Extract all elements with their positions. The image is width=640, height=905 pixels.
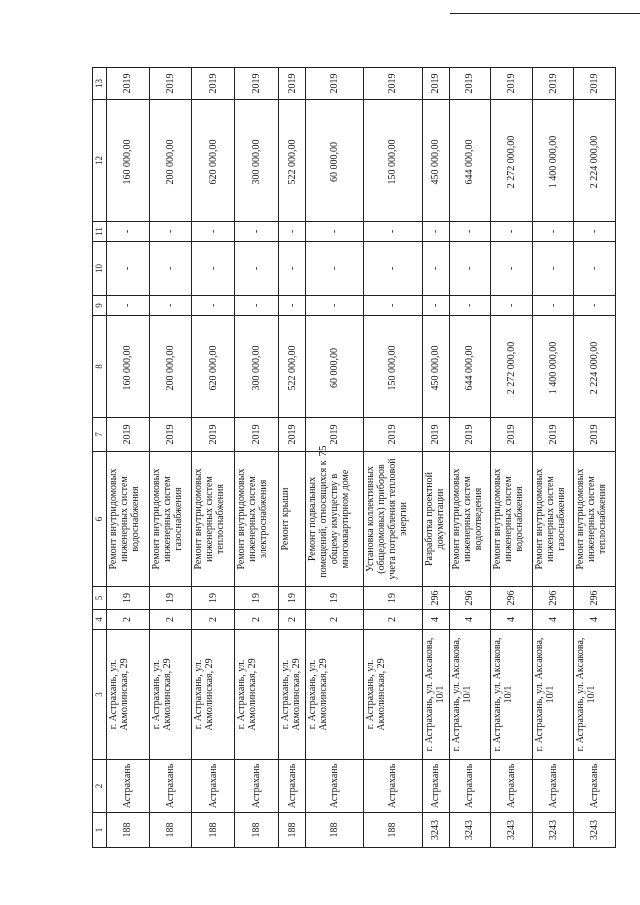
cost-cell: 620 000,00 bbox=[191, 316, 235, 418]
address-cell: г. Астрахань, ул. Акмолинская, 29 bbox=[279, 630, 306, 760]
record-number-cell: 188 bbox=[235, 813, 279, 848]
column-10-cell: - bbox=[306, 242, 364, 296]
address-cell: г. Астрахань, ул. Акмолинская, 29 bbox=[191, 630, 235, 760]
city-cell: Астрахань bbox=[532, 760, 574, 813]
column-4-cell: 4 bbox=[491, 610, 533, 630]
column-10-cell: - bbox=[449, 242, 491, 296]
completion-year-cell: 2019 bbox=[279, 68, 306, 100]
column-number: 3 bbox=[93, 630, 107, 760]
completion-year-cell: 2019 bbox=[532, 68, 574, 100]
completion-year-cell: 2019 bbox=[449, 68, 491, 100]
record-number-cell: 3243 bbox=[491, 813, 533, 848]
total-cost-cell: 300 000,00 bbox=[235, 100, 279, 222]
cost-cell: 2 224 000,00 bbox=[574, 316, 616, 418]
table-row bbox=[449, 68, 491, 848]
completion-year-cell: 2019 bbox=[574, 68, 616, 100]
column-5-cell: 19 bbox=[306, 587, 364, 610]
cost-cell: 200 000,00 bbox=[150, 316, 192, 418]
city-cell: Астрахань bbox=[106, 760, 150, 813]
city-cell: Астрахань bbox=[449, 760, 491, 813]
cost-cell: 160 000,00 bbox=[106, 316, 150, 418]
cost-cell: 450 000,00 bbox=[422, 316, 449, 418]
city-cell: Астрахань bbox=[364, 760, 422, 813]
year-cell: 2019 bbox=[106, 418, 150, 452]
completion-year-cell: 2019 bbox=[306, 68, 364, 100]
table-row bbox=[191, 68, 235, 848]
total-cost-cell: 644 000,00 bbox=[449, 100, 491, 222]
table-row bbox=[422, 68, 449, 848]
table-body bbox=[93, 68, 616, 848]
total-cost-cell: 2 272 000,00 bbox=[491, 100, 533, 222]
column-5-cell: 19 bbox=[106, 587, 150, 610]
address-cell: г. Астрахань, ул. Акмолинская, 29 bbox=[364, 630, 422, 760]
year-cell: 2019 bbox=[150, 418, 192, 452]
column-4-cell: 4 bbox=[532, 610, 574, 630]
total-cost-cell: 2 224 000,00 bbox=[574, 100, 616, 222]
column-number: 8 bbox=[93, 316, 107, 418]
column-4-cell: 2 bbox=[279, 610, 306, 630]
record-number-cell: 3243 bbox=[574, 813, 616, 848]
address-cell: г. Астрахань, ул. Аксакова, 10/1 bbox=[532, 630, 574, 760]
column-number: 10 bbox=[93, 242, 107, 296]
record-number-cell: 188 bbox=[106, 813, 150, 848]
column-10-cell: - bbox=[279, 242, 306, 296]
table-frame bbox=[92, 68, 616, 848]
city-cell: Астрахань bbox=[191, 760, 235, 813]
cost-cell: 1 400 000,00 bbox=[532, 316, 574, 418]
year-cell: 2019 bbox=[532, 418, 574, 452]
column-9-cell: - bbox=[191, 296, 235, 316]
column-4-cell: 2 bbox=[191, 610, 235, 630]
completion-year-cell: 2019 bbox=[191, 68, 235, 100]
record-number-cell: 3243 bbox=[449, 813, 491, 848]
column-10-cell: - bbox=[150, 242, 192, 296]
year-cell: 2019 bbox=[491, 418, 533, 452]
total-cost-cell: 1 400 000,00 bbox=[532, 100, 574, 222]
table-row bbox=[279, 68, 306, 848]
column-11-cell: - bbox=[191, 222, 235, 242]
work-type-cell: Ремонт подвальных помещений, относящихся к общему имуществу в многоквартирном доме bbox=[306, 452, 364, 587]
cost-cell: 644 000,00 bbox=[449, 316, 491, 418]
address-cell: г. Астрахань, ул. Акмолинская, 29 bbox=[150, 630, 192, 760]
address-cell: г. Астрахань, ул. Акмолинская, 29 bbox=[306, 630, 364, 760]
year-cell: 2019 bbox=[422, 418, 449, 452]
column-4-cell: 2 bbox=[106, 610, 150, 630]
city-cell: Астрахань bbox=[235, 760, 279, 813]
column-number: 2 bbox=[93, 760, 107, 813]
column-10-cell: - bbox=[422, 242, 449, 296]
column-5-cell: 19 bbox=[150, 587, 192, 610]
column-5-cell: 19 bbox=[235, 587, 279, 610]
column-10-cell: - bbox=[532, 242, 574, 296]
city-cell: Астрахань bbox=[306, 760, 364, 813]
address-cell: г. Астрахань, ул. Аксакова, 10/1 bbox=[422, 630, 449, 760]
column-5-cell: 296 bbox=[574, 587, 616, 610]
column-number: 1 bbox=[93, 813, 107, 848]
column-9-cell: - bbox=[279, 296, 306, 316]
column-11-cell: - bbox=[306, 222, 364, 242]
record-number-cell: 3243 bbox=[532, 813, 574, 848]
total-cost-cell: 200 000,00 bbox=[150, 100, 192, 222]
record-number-cell: 188 bbox=[150, 813, 192, 848]
work-type-cell: Ремонт внутридомовых инженерных систем теплоснабжения bbox=[574, 452, 616, 587]
year-cell: 2019 bbox=[191, 418, 235, 452]
column-9-cell: - bbox=[106, 296, 150, 316]
year-cell: 2019 bbox=[306, 418, 364, 452]
table-row bbox=[306, 68, 364, 848]
total-cost-cell: 450 000,00 bbox=[422, 100, 449, 222]
column-9-cell: - bbox=[574, 296, 616, 316]
column-9-cell: - bbox=[449, 296, 491, 316]
column-number: 12 bbox=[93, 100, 107, 222]
cost-cell: 60 000,00 bbox=[306, 316, 364, 418]
record-number-cell: 188 bbox=[306, 813, 364, 848]
total-cost-cell: 522 000,00 bbox=[279, 100, 306, 222]
table-row bbox=[491, 68, 533, 848]
column-number: 11 bbox=[93, 222, 107, 242]
completion-year-cell: 2019 bbox=[422, 68, 449, 100]
work-type-cell: Ремонт внутридомовых инженерных систем газоснабжения bbox=[150, 452, 192, 587]
column-5-cell: 19 bbox=[279, 587, 306, 610]
column-9-cell: - bbox=[422, 296, 449, 316]
total-cost-cell: 60 000,00 bbox=[306, 100, 364, 222]
work-type-cell: Ремонт внутридомовых инженерных систем водоснабжения bbox=[491, 452, 533, 587]
cost-cell: 150 000,00 bbox=[364, 316, 422, 418]
column-11-cell: - bbox=[574, 222, 616, 242]
year-cell: 2019 bbox=[574, 418, 616, 452]
column-10-cell: - bbox=[191, 242, 235, 296]
column-11-cell: - bbox=[235, 222, 279, 242]
completion-year-cell: 2019 bbox=[491, 68, 533, 100]
cost-cell: 300 000,00 bbox=[235, 316, 279, 418]
column-11-cell: - bbox=[532, 222, 574, 242]
table-row bbox=[106, 68, 150, 848]
year-cell: 2019 bbox=[279, 418, 306, 452]
column-5-cell: 19 bbox=[364, 587, 422, 610]
completion-year-cell: 2019 bbox=[235, 68, 279, 100]
column-11-cell: - bbox=[150, 222, 192, 242]
work-type-cell: Установка коллективных (общедомовых) приборов учета потребления тепловой энергии bbox=[364, 452, 422, 587]
column-11-cell: - bbox=[364, 222, 422, 242]
work-type-cell: Ремонт внутридомовых инженерных систем электроснабжения bbox=[235, 452, 279, 587]
year-cell: 2019 bbox=[235, 418, 279, 452]
work-type-cell: Ремонт внутридомовых инженерных систем водоснабжения bbox=[106, 452, 150, 587]
address-cell: г. Астрахань, ул. Акмолинская, 29 bbox=[235, 630, 279, 760]
address-cell: г. Астрахань, ул. Акмолинская, 29 bbox=[106, 630, 150, 760]
address-cell: г. Астрахань, ул. Аксакова, 10/1 bbox=[491, 630, 533, 760]
column-number: 7 bbox=[93, 418, 107, 452]
completion-year-cell: 2019 bbox=[364, 68, 422, 100]
column-4-cell: 4 bbox=[574, 610, 616, 630]
city-cell: Астрахань bbox=[574, 760, 616, 813]
page-number: 75 bbox=[317, 445, 329, 457]
column-5-cell: 296 bbox=[422, 587, 449, 610]
column-11-cell: - bbox=[106, 222, 150, 242]
city-cell: Астрахань bbox=[150, 760, 192, 813]
work-type-cell: Ремонт внутридомовых инженерных систем газоснабжения bbox=[532, 452, 574, 587]
total-cost-cell: 160 000,00 bbox=[106, 100, 150, 222]
column-10-cell: - bbox=[364, 242, 422, 296]
year-cell: 2019 bbox=[364, 418, 422, 452]
column-number-row bbox=[93, 68, 107, 848]
total-cost-cell: 620 000,00 bbox=[191, 100, 235, 222]
column-4-cell: 4 bbox=[422, 610, 449, 630]
table-row bbox=[364, 68, 422, 848]
column-5-cell: 296 bbox=[532, 587, 574, 610]
column-4-cell: 2 bbox=[150, 610, 192, 630]
completion-year-cell: 2019 bbox=[106, 68, 150, 100]
column-11-cell: - bbox=[279, 222, 306, 242]
column-11-cell: - bbox=[422, 222, 449, 242]
column-9-cell: - bbox=[150, 296, 192, 316]
work-type-cell: Ремонт крыши bbox=[279, 452, 306, 587]
table-row bbox=[574, 68, 616, 848]
column-4-cell: 2 bbox=[235, 610, 279, 630]
column-4-cell: 2 bbox=[364, 610, 422, 630]
table-row bbox=[235, 68, 279, 848]
column-10-cell: - bbox=[491, 242, 533, 296]
record-number-cell: 3243 bbox=[422, 813, 449, 848]
address-cell: г. Астрахань, ул. Аксакова, 10/1 bbox=[574, 630, 616, 760]
repair-plan-table bbox=[92, 67, 616, 848]
column-5-cell: 19 bbox=[191, 587, 235, 610]
column-5-cell: 296 bbox=[491, 587, 533, 610]
cost-cell: 522 000,00 bbox=[279, 316, 306, 418]
column-number: 9 bbox=[93, 296, 107, 316]
year-cell: 2019 bbox=[449, 418, 491, 452]
column-9-cell: - bbox=[306, 296, 364, 316]
table-row bbox=[532, 68, 574, 848]
table-row bbox=[150, 68, 192, 848]
column-number: 4 bbox=[93, 610, 107, 630]
cost-cell: 2 272 000,00 bbox=[491, 316, 533, 418]
column-4-cell: 4 bbox=[449, 610, 491, 630]
record-number-cell: 188 bbox=[191, 813, 235, 848]
column-4-cell: 2 bbox=[306, 610, 364, 630]
top-rule bbox=[450, 13, 640, 14]
work-type-cell: Ремонт внутридомовых инженерных систем теплоснабжения bbox=[191, 452, 235, 587]
column-10-cell: - bbox=[106, 242, 150, 296]
city-cell: Астрахань bbox=[279, 760, 306, 813]
record-number-cell: 188 bbox=[279, 813, 306, 848]
column-10-cell: - bbox=[574, 242, 616, 296]
city-cell: Астрахань bbox=[491, 760, 533, 813]
city-cell: Астрахань bbox=[422, 760, 449, 813]
column-number: 5 bbox=[93, 587, 107, 610]
column-9-cell: - bbox=[364, 296, 422, 316]
completion-year-cell: 2019 bbox=[150, 68, 192, 100]
column-9-cell: - bbox=[532, 296, 574, 316]
column-number: 6 bbox=[93, 452, 107, 587]
total-cost-cell: 150 000,00 bbox=[364, 100, 422, 222]
work-type-cell: Разработка проектной документации bbox=[422, 452, 449, 587]
column-5-cell: 296 bbox=[449, 587, 491, 610]
column-10-cell: - bbox=[235, 242, 279, 296]
column-number: 13 bbox=[93, 68, 107, 100]
record-number-cell: 188 bbox=[364, 813, 422, 848]
address-cell: г. Астрахань, ул. Аксакова, 10/1 bbox=[449, 630, 491, 760]
column-11-cell: - bbox=[449, 222, 491, 242]
column-9-cell: - bbox=[235, 296, 279, 316]
work-type-cell: Ремонт внутридомовых инженерных систем водоотведения bbox=[449, 452, 491, 587]
column-9-cell: - bbox=[491, 296, 533, 316]
column-11-cell: - bbox=[491, 222, 533, 242]
